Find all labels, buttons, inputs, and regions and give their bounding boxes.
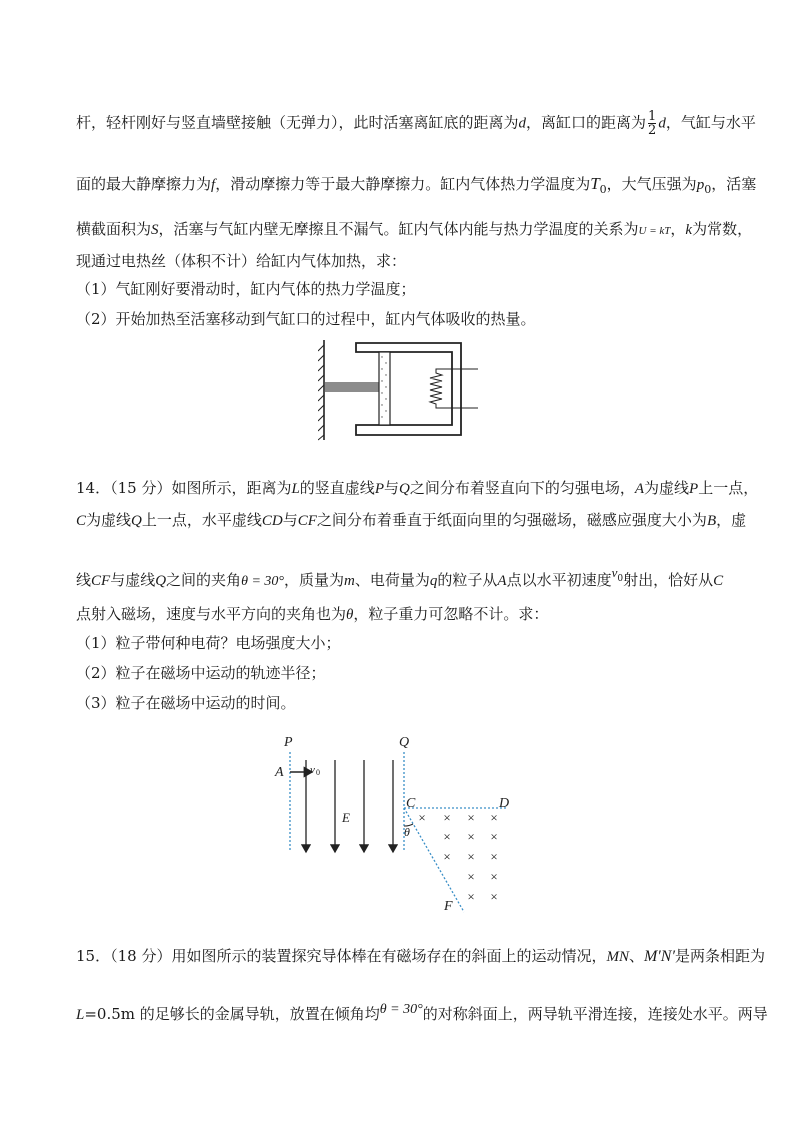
label-A: A: [275, 765, 284, 780]
svg-text:×: ×: [467, 829, 475, 844]
q14-line-1: 14．（15 分）如图所示，距离为L的竖直虚线P与Q之间分布着竖直向下的匀强电场，A为虚线P上一点，: [76, 479, 759, 497]
q14-line-3: 线CF与虚线Q之间的夹角θ = 30°，质量为m、电荷量为q的粒子从A点以水平初速度$v^0$射出，恰好从C: [76, 565, 724, 589]
var-d: d: [518, 115, 527, 132]
svg-text:×: ×: [467, 849, 475, 864]
q14-subq-1: （1）粒子带何种电荷？电场强度大小；: [76, 634, 341, 652]
label-C: C: [406, 796, 416, 811]
light-rod: [325, 382, 379, 392]
label-D: D: [499, 796, 510, 811]
svg-text:×: ×: [467, 869, 475, 884]
magnetic-field-crosses: [418, 810, 497, 904]
q13-subq-1: （1）气缸刚好要滑动时，缸内气体的热力学温度；: [76, 280, 416, 298]
svg-text:×: ×: [490, 869, 498, 884]
piston: [379, 352, 390, 425]
svg-text:×: ×: [467, 810, 475, 825]
svg-text:×: ×: [443, 829, 451, 844]
label-theta: θ: [404, 825, 410, 839]
q14-subq-2: （2）粒子在磁场中运动的轨迹半径；: [76, 664, 326, 682]
cylinder-figure: [318, 337, 484, 442]
label-v-sub: 0: [316, 768, 320, 777]
q14-line-2: C为虚线Q上一点，水平虚线CD与CF之间分布着垂直于纸面向里的匀强磁场，磁感应强度大小为B，虚: [76, 511, 747, 529]
q15-line-2: L=0.5m 的足够长的金属导轨，放置在倾角均θ = 30°的对称斜面上，两导轨平滑连接，连接处水平。两导: [76, 1002, 768, 1023]
svg-text:×: ×: [443, 810, 451, 825]
field-figure: [270, 730, 530, 915]
svg-text:×: ×: [490, 849, 498, 864]
svg-text:×: ×: [490, 829, 498, 844]
svg-text:×: ×: [467, 889, 475, 904]
label-E: E: [342, 810, 350, 825]
q13-line-3: 横截面积为S，活塞与气缸内壁无摩擦且不漏气。缸内气体内能与热力学温度的关系为U = kT，k为常数，: [76, 220, 753, 238]
q14-subq-3: （3）粒子在磁场中运动的时间。: [76, 694, 296, 712]
label-Q: Q: [399, 735, 410, 750]
fraction-half: $\frac{1}{2}$: [648, 109, 657, 138]
q13-line-4: 现通过电热丝（体积不计）给缸内气体加热，求：: [76, 252, 407, 270]
q15-line-1: 15．（18 分）用如图所示的装置探究导体棒在有磁场存在的斜面上的运动情况，MN、M′N′是两条相距为: [76, 947, 765, 965]
q13-line-1: 杆，轻杆刚好与竖直墙壁接触（无弹力），此时活塞离缸底的距离为d，离缸口的距离为 $\frac{1}{2}$ d，气缸与水平: [76, 109, 756, 138]
svg-text:×: ×: [443, 849, 451, 864]
svg-text:×: ×: [490, 810, 498, 825]
label-F: F: [444, 899, 453, 914]
label-P: P: [284, 735, 293, 750]
wall-hatch: [318, 345, 324, 440]
svg-text:×: ×: [418, 810, 426, 825]
q13-line-2: 面的最大静摩擦力为f，滑动摩擦力等于最大静摩擦力。缸内气体热力学温度为$T_0$，大气压强为$p_0$，活塞: [76, 174, 757, 196]
dashed-line-CF: [404, 808, 464, 912]
q13-subq-2: （2）开始加热至活塞移动到气缸口的过程中，缸内气体吸收的热量。: [76, 310, 536, 328]
label-v: v: [310, 764, 315, 776]
q14-line-4: 点射入磁场，速度与水平方向的夹角也为θ，粒子重力可忽略不计。求：: [76, 605, 549, 623]
svg-text:×: ×: [490, 889, 498, 904]
